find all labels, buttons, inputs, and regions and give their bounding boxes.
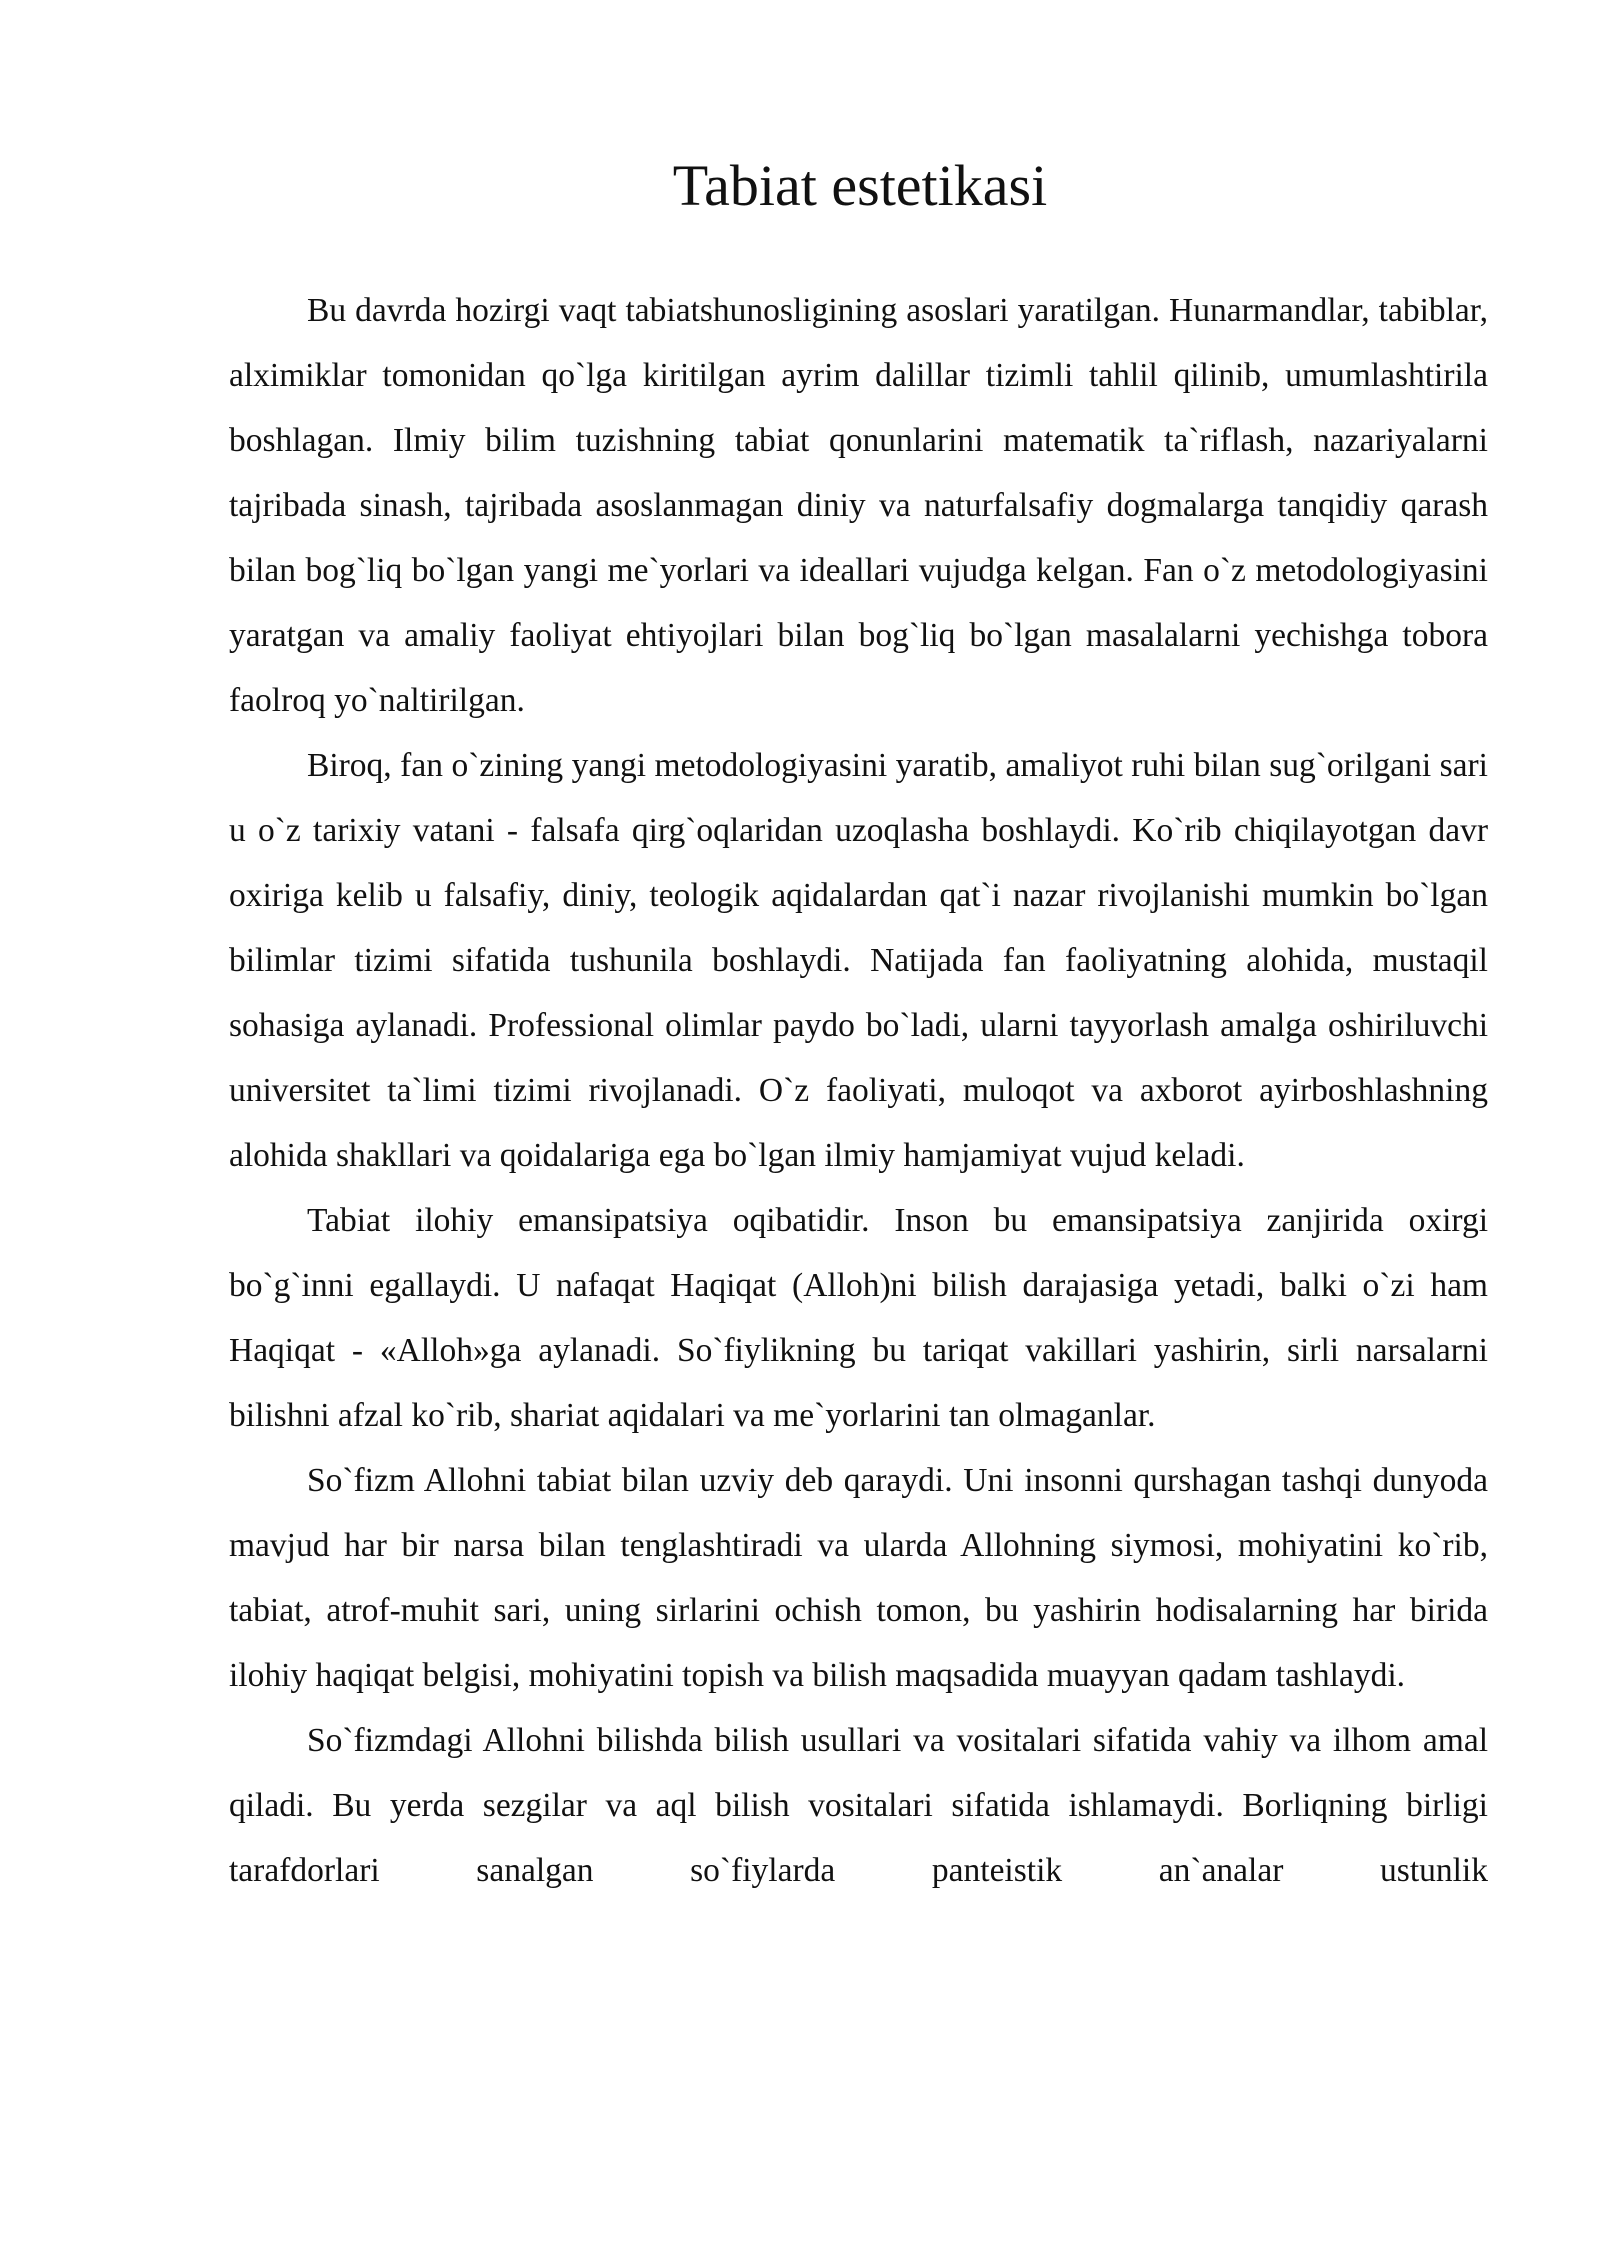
document-body [229, 278, 1488, 1903]
paragraph-1: Bu davrda hozirgi vaqt tabiatshunosligining asoslari yaratilgan. Hunarmandlar, tabiblar, alximiklar tomonidan qo`lga kiritilgan ayrim dalillar tizimli tahlil qilinib, umumlashtirila boshlagan. Ilmiy bilim tuzishning tabiat qonunlarini matematik ta`riflash, nazariyalarni tajribada sinash, tajribada asoslanmagan diniy va naturfalsafiy dogmalarga tanqidiy qarash bilan bog`liq bo`lgan yangi me`yorlari va ideallari vujudga kelgan. Fan o`z metodologiyasini yaratgan va amaliy faoliyat ehtiyojlari bilan bog`liq bo`lgan masalalarni yechishga tobora faolroq yo`naltirilgan. [229, 292, 1488, 719]
paragraph-3: Tabiat ilohiy emansipatsiya oqibatidir. Inson bu emansipatsiya zanjirida oxirgi bo`g`inni egallaydi. U nafaqat Haqiqat (Alloh)ni bilish darajasiga yetadi, balki o`zi ham Haqiqat - «Alloh»ga aylanadi. So`fiylikning bu tariqat vakillari yashirin, sirli narsalarni bilishni afzal ko`rib, shariat aqidalari va me`yorlarini tan olmaganlar. [229, 1202, 1488, 1434]
paragraph-4: So`fizm Allohni tabiat bilan uzviy deb qaraydi. Uni insonni qurshagan tashqi dunyoda mavjud har bir narsa bilan tenglashtiradi va ularda Allohning siymosi, mohiyatini ko`rib, tabiat, atrof-muhit sari, uning sirlarini ochish tomon, bu yashirin hodisalarning har birida ilohiy haqiqat belgisi, mohiyatini topish va bilish maqsadida muayyan qadam tashlaydi. [229, 1462, 1488, 1694]
paragraph-5: So`fizmdagi Allohni bilishda bilish usullari va vositalari sifatida vahiy va ilhom amal qiladi. Bu yerda sezgilar va aql bilish vositalari sifatida ishlamaydi. Borliqning birligi tarafdorlari sanalgan so`fiylarda panteistik an`analar ustunlik [229, 1722, 1488, 1889]
paragraph-2: Biroq, fan o`zining yangi metodologiyasini yaratib, amaliyot ruhi bilan sug`orilgani sari u o`z tarixiy vatani - falsafa qirg`oqlaridan uzoqlasha boshlaydi. Ko`rib chiqilayotgan davr oxiriga kelib u falsafiy, diniy, teologik aqidalardan qat`i nazar rivojlanishi mumkin bo`lgan bilimlar tizimi sifatida tushunila boshlaydi. Natijada fan faoliyatning alohida, mustaqil sohasiga aylanadi. Professional olimlar paydo bo`ladi, ularni tayyorlash amalga oshiriluvchi universitet ta`limi tizimi rivojlanadi. O`z faoliyati, muloqot va axborot ayirboshlashning alohida shakllari va qoidalariga ega bo`lgan ilmiy hamjamiyat vujud keladi. [229, 747, 1488, 1174]
page-title: Tabiat estetikasi [672, 153, 1048, 218]
